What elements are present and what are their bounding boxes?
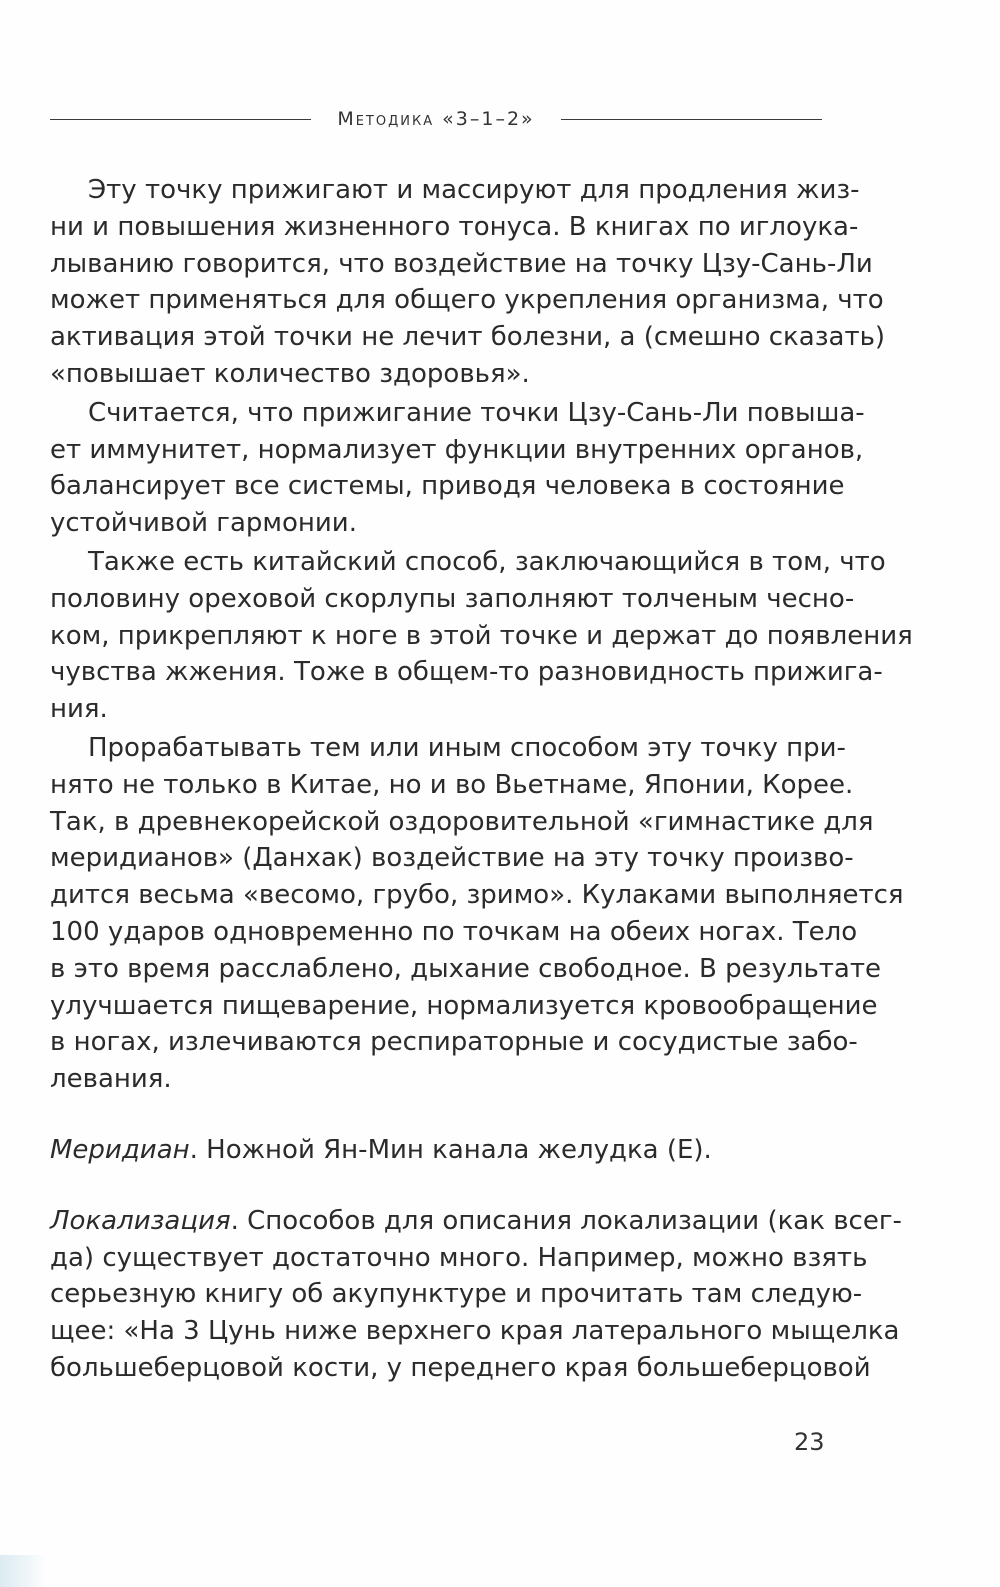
text-line: ни и повышения жизненного тонуса. В книгах по иглоука- <box>50 211 859 242</box>
paragraph-4 <box>50 730 904 1098</box>
text-line: в это время расслаблено, дыхание свободное. В результате <box>50 953 882 984</box>
text-line: меридианов» (Данхак) воздействие на эту точку произво- <box>50 843 854 874</box>
text-line: дится весьма «весомо, грубо, зримо». Кулаками выполняется <box>50 880 904 911</box>
meridian-line <box>50 1132 826 1169</box>
text-line: серьезную книгу об акупунктуре и прочитать там следую- <box>50 1279 863 1310</box>
text-line: да) существует достаточно много. Например, можно взять <box>50 1242 868 1273</box>
localization-section <box>50 1203 902 1387</box>
paragraph-2 <box>50 395 865 542</box>
text-line: может применяться для общего укрепления организма, что <box>50 285 884 316</box>
body-text <box>50 172 913 1387</box>
text-line: Прорабатывать тем или иным способом эту точку при- <box>88 732 846 763</box>
paragraph-3 <box>50 544 913 728</box>
meridian-label: Меридиан <box>50 1134 190 1165</box>
text-line: Также есть китайский способ, заключающийся в том, что <box>88 546 886 577</box>
page-edge-tint <box>0 1555 46 1587</box>
text-line: лыванию говорится, что воздействие на точку Цзу-Сань-Ли <box>50 248 873 279</box>
text-line: нято не только в Китае, но и во Вьетнаме, Японии, Корее. <box>50 769 854 800</box>
text-line: чувства жжения. Тоже в общем-то разновидность прижига- <box>50 657 883 688</box>
text-line: активация этой точки не лечит болезни, а (смешно сказать) <box>50 322 886 353</box>
meridian-text: . Ножной Ян-Мин канала желудка (E). <box>189 1134 712 1165</box>
text-line: половину ореховой скорлупы заполняют толченым чесно- <box>50 583 855 614</box>
text-line: ет иммунитет, нормализует функции внутренних органов, <box>50 434 864 465</box>
running-header <box>50 104 822 134</box>
text-line: левания. <box>50 1064 172 1095</box>
localization-first-line <box>50 1203 902 1240</box>
text-line: устойчивой гармонии. <box>50 508 357 539</box>
header-title: Методика «3–1–2» <box>337 108 535 130</box>
header-rule-right <box>561 119 822 120</box>
text-line: Так, в древнекорейской оздоровительной «гимнастике для <box>50 806 874 837</box>
header-rule-left <box>50 119 311 120</box>
text-line: Считается, что прижигание точки Цзу-Сань-Ли повыша- <box>88 397 865 428</box>
text-line: в ногах, излечиваются респираторные и сосудистые забо- <box>50 1027 858 1058</box>
text-line: щее: «На 3 Цунь ниже верхнего края латерального мыщелка <box>50 1316 900 1347</box>
text-line: большеберцовой кости, у переднего края большеберцовой <box>50 1352 871 1383</box>
text-line: балансирует все системы, приводя человека в состояние <box>50 471 845 502</box>
text-line: ния. <box>50 694 108 725</box>
text-line: 100 ударов одновременно по точкам на обеих ногах. Тело <box>50 916 858 947</box>
text-line: «повышает количество здоровья». <box>50 358 530 389</box>
localization-label: Локализация <box>50 1205 231 1236</box>
text-line: ком, прикрепляют к ноге в этой точке и держат до появления <box>50 620 913 651</box>
text-line: улучшается пищеварение, нормализуется кровообращение <box>50 990 878 1021</box>
paragraph-1 <box>50 172 886 393</box>
meridian-section <box>50 1132 826 1169</box>
page-number: 23 <box>794 1428 825 1456</box>
text-line: Эту точку прижигают и массируют для продления жиз- <box>88 175 860 205</box>
localization-first-text: . Способов для описания локализации (как всег- <box>230 1205 902 1236</box>
